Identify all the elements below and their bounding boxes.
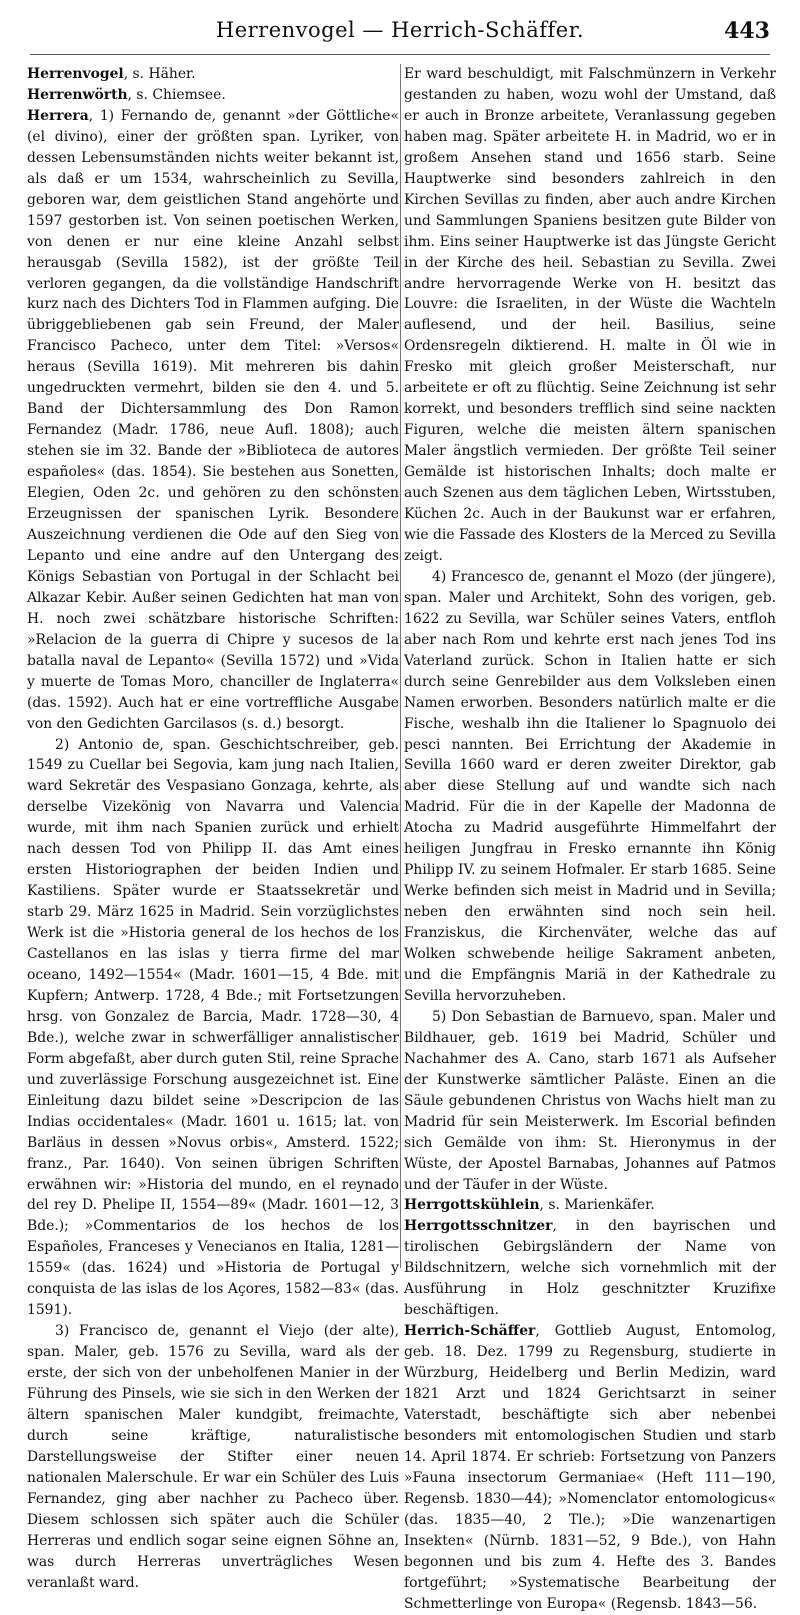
entry-text: , s. Marienkäfer. bbox=[539, 1197, 655, 1214]
entry bbox=[404, 1321, 776, 1614]
entry-text: 4) Francesco de, genannt el Mozo (der jüngere), span. Maler und Architekt, Sohn des vorigen, geb. 1622 zu Sevilla, war Schüler seines Vaters, entfloh aber nach Rom und kehrte erst nach jenes Tod ins Vaterland zurück. Schon in Italien hatte er sich durch seine Genrebilder aus dem Volksleben einen Namen erworben. Besonders natürlich malte er die Fische, weshalb ihn die Italiener lo Spagnuolo dei pesci nannten. Bei Errichtung der Akademie in Sevilla 1660 ward er deren zweiter Direktor, gab aber diese Stellung auf und wandte sich nach Madrid. Für die in der Kapelle der Madonna de Atocha zu Madrid ausgeführte Himmelfahrt der heiligen Jungfrau in Fresko ernannte ihn König Philipp IV. zu seinem Hofmaler. Er starb 1685. Seine Werke befinden sich meist in Madrid und in Sevilla; neben den erwähnten sind noch sein heil. Franziskus, die Kirchenväter, welche das auf Wolken schwebende heilige Sakrament anbeten, und die Empfängnis Mariä in der Kathedrale zu Sevilla hervorzuheben. bbox=[404, 568, 776, 1004]
entry-text: 5) Don Sebastian de Barnuevo, span. Maler und Bildhauer, geb. 1619 bei Madrid, Schüler und Nachahmer des A. Cano, starb 1671 als Aufseher der Kunstwerke sämtlicher Paläste. Einen an die Säule gebundenen Christus von Wachs hielt man zu Madrid für sein Meisterwerk. Im Escorial befinden sich Gemälde von ihm: St. Hieronymus in der Wüste, der Apostel Barnabas, Johannes auf Patmos und der Täufer in der Wüste. bbox=[404, 1008, 776, 1193]
right-column bbox=[404, 64, 776, 1612]
sub-entry bbox=[27, 1321, 399, 1593]
entry bbox=[27, 64, 399, 85]
entry-text: , in den bayrischen und tirolischen Gebirgsländern der Name von Bildschnitzern, welche sich vornehmlich mit der Ausführung in Holz geschnitzter Kruzifixe beschäftigen. bbox=[404, 1218, 776, 1319]
entry bbox=[27, 106, 399, 735]
entry-headword: Herrera bbox=[27, 107, 89, 124]
entry-text: , s. Chiemsee. bbox=[127, 86, 226, 103]
entry bbox=[404, 1195, 776, 1216]
entry-text: 2) Antonio de, span. Geschichtschreiber, geb. 1549 zu Cuellar bei Segovia, kam jung nach Italien, ward Sekretär des Vespasiano Gonzaga, kehrte, als derselbe Vizekönig von Navarra und Valencia wurde, mit ihm nach Spanien zurück und erhielt nach dessen Tod von Philipp II. das Amt eines ersten Historiographen der beiden Indien und Kastiliens. Später wurde er Staatssekretär und starb 29. März 1625 in Madrid. Sein vorzüglichstes Werk ist die »Historia general de los hechos de los Castellanos en las islas y tierra firme del mar oceano, 1492—1554« (Madr. 1601—15, 4 Bde. mit Kupfern; Antwerp. 1728, 4 Bde.; mit Fortsetzungen hrsg. von Gonzalez de Barcia, Madr. 1728—30, 4 Bde.), welche zwar in schwerfälliger annalistischer Form abgefaßt, aber durch guten Stil, reine Sprache und zuverlässige Forschung ausgezeichnet ist. Eine Einleitung dazu bildet seine »Descripcion de las Indias occidentales« (Madr. 1601 u. 1615; lat. von Barläus in dessen »Novus orbis«, Amsterd. 1522; franz., Par. 1640). Von seinen übrigen Schriften erwähnen wir: »Historia del mundo, en el reynado del rey D. Phelipe II, 1554—89« (Madr. 1601—12, 3 Bde.); »Commentarios de los hechos de los Españoles, Franceses y Venecianos en Italia, 1281—1559« (das. 1624) und »Historia de Portugal y conquista de las islas de los Açores, 1582—83« (das. 1591). bbox=[27, 736, 399, 1319]
entry-headword: Herrgottskühlein bbox=[404, 1197, 540, 1214]
entry-text: , Gottlieb August, Entomolog, geb. 18. Dez. 1799 zu Regensburg, studierte in Würzburg, Heidelberg und Berlin Medizin, ward 1821 Arzt und 1824 Gerichtsarzt in seiner Vaterstadt, beschäftigte sich aber nebenbei besonders mit entomologischen Studien und starb 14. April 1874. Er schrieb: Fortsetzung von Panzers »Fauna insectorum Germaniae« (Heft 111—190, Regensb. 1830—44); »Nomenclator entomologicus« (das. 1835—40, 2 Tle.); »Die wanzenartigen Insekten« (Nürnb. 1831—52, 9 Bde.), von Hahn begonnen und bis zum 4. Hefte des 3. Bandes fortgeführt; »Systematische Bearbeitung der Schmetterlinge von Europa« (Regensb. 1843—56. bbox=[404, 1323, 776, 1612]
left-column bbox=[27, 64, 399, 1591]
sub-entry bbox=[27, 735, 399, 1322]
entry bbox=[404, 1216, 776, 1321]
entry-headword: Herrenwörth bbox=[27, 86, 128, 103]
entry-text: Er ward beschuldigt, mit Falschmünzern in Verkehr gestanden zu haben, wozu wohl der Umstand, daß er auch in Bronze arbeitete, Veranlassung gegeben haben mag. Später arbeitete H. in Madrid, wo er in großem Ansehen stand und 1656 starb. Seine Hauptwerke sind besonders zahlreich in den Kirchen Sevillas zu finden, aber auch andre Kirchen und Sammlungen Spaniens besitzen gute Bilder von ihm. Eins seiner Hauptwerke ist das Jüngste Gericht in der Kirche des heil. Sebastian zu Sevilla. Zwei andre hervorragende Werke von H. besitzt das Louvre: die Israeliten, in der Wüste die Wachteln auflesend, und der heil. Basilius, seine Ordensregeln diktierend. H. malte in Öl wie in Freskо mit gleich großer Meisterschaft, nur arbeitete er oft zu flüchtig. Seine Zeichnung ist sehr korrekt, und besonders trefflich sind seine nackten Figuren, welche die meisten ältern spanischen Maler ängstlich vermieden. Der größte Teil seiner Gemälde ist historischen Inhalts; doch malte er auch Szenen aus dem täglichen Leben, Wirtsstuben, Küchen 2c. Auch in der Baukunst war er erfahren, wie die Fassade des Klosters de la Merced zu Sevilla zeigt. bbox=[404, 66, 776, 564]
entry-continuation bbox=[404, 64, 776, 567]
entry-text: , s. Häher. bbox=[123, 66, 196, 82]
entry-text: , 1) Fernando de, genannt »der Göttliche« (el divino), einer der größten span. Lyriker, von dessen Lebensumständen nichts weiter bekannt ist, als daß er um 1534, wahrscheinlich zu Sevilla, geboren war, dem geistlichen Stand angehörte und 1597 gestorben ist. Von seinen poetischen Werken, von denen er nur eine kleine Anzahl selbst herausgab (Sevilla 1582), ist der größte Teil verloren gegangen, da die vollständige Handschrift kurz nach des Dichters Tod in Flammen aufging. Die übriggebliebenen gab sein Freund, der Maler Francisco Pacheco, unter dem Titel: »Versos« heraus (Sevilla 1619). Mit mehreren bis dahin ungedruckten vermehrt, bilden sie den 4. und 5. Band der Dichtersammlung des Don Ramon Fernandez (Madr. 1786, neue Aufl. 1808); auch stehen sie im 32. Bande der »Biblioteca de autores españoles« (das. 1854). Sie bestehen aus Sonetten, Elegien, Oden 2c. und gehören zu den schönsten Erzeugnissen der spanischen Lyrik. Besondere Auszeichnung verdienen die Ode auf den Sieg von Lepanto und eine andre auf den Untergang des Königs Sebastian von Portugal in der Schlacht bei Alkazar Kebir. Außer seinen Gedichten hat man von H. noch zwei schätzbare historische Schriften: »Relacion de la guerra di Chipre y sucesos de la batalla naval de Lepanto« (Sevilla 1572) und »Vida y muerte de Tomas Moro, chanciller de Inglaterra« (das. 1592). Auch hat er eine vortreffliche Ausgabe von den Gedichten Garcilasos (s. d.) besorgt. bbox=[27, 107, 399, 732]
entry-text: 3) Francisco de, genannt el Viejo (der alte), span. Maler, geb. 1576 zu Sevilla, ward als der erste, der sich von der unbeholfenen Manier in der Führung des Pinsels, wie sie sich in den Werken der ältern spanischen Maler kundgibt, freimachte, durch seine kräftige, naturalistische Darstellungsweise der Stifter einer neuen nationalen Malerschule. Er war ein Schüler des Luis Fernandez, ging aber nachher zu Pacheco über. Diesem schlossen sich später auch die Schüler Herreras und endlich sogar seine eignen Söhne an, was durch Herreras unverträgliches Wesen veranlaßt ward. bbox=[27, 1323, 399, 1591]
column-divider bbox=[400, 64, 401, 1268]
entry bbox=[27, 85, 399, 106]
entry-headword: Herrich-Schäffer bbox=[404, 1323, 536, 1340]
running-title: Herrenvogel — Herrich-Schäffer. bbox=[215, 18, 585, 42]
entry-headword: Herrgottsschnitzer bbox=[404, 1218, 553, 1235]
sub-entry bbox=[404, 1007, 776, 1196]
entry-headword: Herrenvogel bbox=[27, 66, 124, 82]
page-header bbox=[30, 8, 770, 55]
sub-entry bbox=[404, 567, 776, 1007]
page-number: 443 bbox=[724, 18, 770, 44]
